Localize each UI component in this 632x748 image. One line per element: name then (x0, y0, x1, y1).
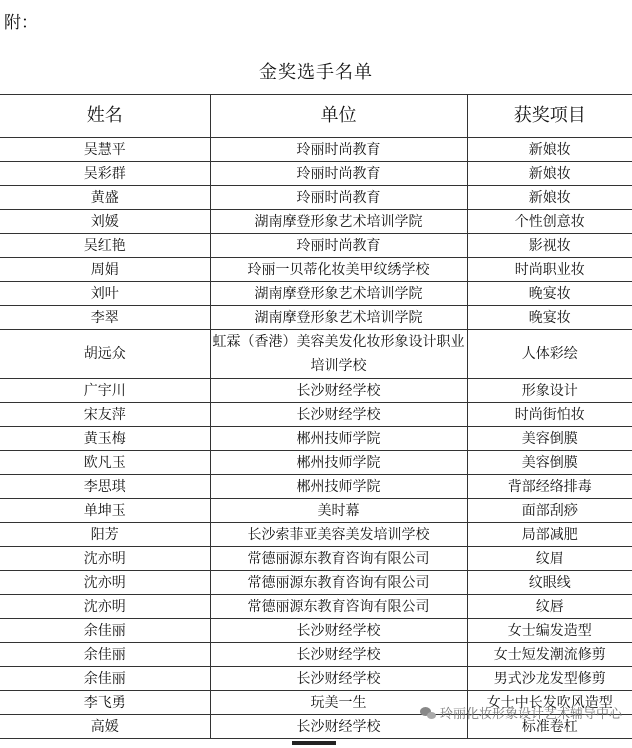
cell-award: 女士中长发吹风造型 (467, 691, 632, 715)
cell-award: 美容倒膜 (467, 451, 632, 475)
cell-unit: 玲丽时尚教育 (210, 186, 467, 210)
cell-name: 阳芳 (0, 523, 210, 547)
header-name: 姓名 (0, 95, 210, 138)
cell-award: 晚宴妆 (467, 282, 632, 306)
cell-name: 吴彩群 (0, 162, 210, 186)
cell-name: 黄玉梅 (0, 427, 210, 451)
cell-name: 广宇川 (0, 379, 210, 403)
table-row (0, 643, 632, 667)
cell-award: 人体彩绘 (467, 330, 632, 379)
table-row (0, 282, 632, 306)
table-body (0, 138, 632, 739)
wechat-icon (420, 707, 436, 719)
bottom-bar (292, 741, 336, 745)
cell-award: 标准卷杠 (467, 715, 632, 739)
cell-name: 李翠 (0, 306, 210, 330)
cell-unit: 长沙财经学校 (210, 643, 467, 667)
table-row (0, 234, 632, 258)
cell-unit: 玲丽时尚教育 (210, 162, 467, 186)
table-row (0, 379, 632, 403)
cell-award: 纹眼线 (467, 571, 632, 595)
cell-award: 纹眉 (467, 547, 632, 571)
cell-unit: 玩美一生 (210, 691, 467, 715)
cell-unit: 美时幕 (210, 499, 467, 523)
cell-award: 美容倒膜 (467, 427, 632, 451)
cell-award: 影视妆 (467, 234, 632, 258)
cell-unit: 长沙财经学校 (210, 667, 467, 691)
cell-award: 新娘妆 (467, 162, 632, 186)
cell-award: 晚宴妆 (467, 306, 632, 330)
table-header-row (0, 95, 632, 138)
cell-unit: 郴州技师学院 (210, 427, 467, 451)
cell-unit: 玲丽时尚教育 (210, 138, 467, 162)
cell-name: 周娟 (0, 258, 210, 282)
cell-name: 余佳丽 (0, 643, 210, 667)
cell-name: 余佳丽 (0, 667, 210, 691)
cell-unit: 虹霖（香港）美容美发化妆形象设计职业培训学校 (210, 330, 467, 379)
table-row (0, 186, 632, 210)
cell-award: 局部减肥 (467, 523, 632, 547)
cell-name: 黄盛 (0, 186, 210, 210)
cell-name: 刘叶 (0, 282, 210, 306)
cell-unit: 长沙财经学校 (210, 403, 467, 427)
cell-unit: 常德丽源东教育咨询有限公司 (210, 547, 467, 571)
cell-award: 女士短发潮流修剪 (467, 643, 632, 667)
cell-name: 吴慧平 (0, 138, 210, 162)
cell-name: 单坤玉 (0, 499, 210, 523)
cell-unit: 郴州技师学院 (210, 451, 467, 475)
header-unit: 单位 (210, 95, 467, 138)
cell-award: 时尚街怕妆 (467, 403, 632, 427)
table-row (0, 306, 632, 330)
table-row (0, 210, 632, 234)
cell-name: 欧凡玉 (0, 451, 210, 475)
table-row (0, 667, 632, 691)
cell-name: 余佳丽 (0, 619, 210, 643)
cell-name: 刘媛 (0, 210, 210, 234)
header-award: 获奖项目 (467, 95, 632, 138)
table-row (0, 523, 632, 547)
cell-name: 高媛 (0, 715, 210, 739)
cell-award: 时尚职业妆 (467, 258, 632, 282)
table-row (0, 571, 632, 595)
table-row (0, 451, 632, 475)
cell-unit: 湖南摩登形象艺术培训学院 (210, 306, 467, 330)
cell-award: 新娘妆 (467, 138, 632, 162)
cell-award: 男式沙龙发型修剪 (467, 667, 632, 691)
award-table (0, 94, 632, 739)
cell-unit: 长沙财经学校 (210, 715, 467, 739)
cell-award: 纹唇 (467, 595, 632, 619)
table-row (0, 162, 632, 186)
cell-unit: 玲丽时尚教育 (210, 234, 467, 258)
cell-name: 李飞勇 (0, 691, 210, 715)
cell-name: 沈亦明 (0, 571, 210, 595)
cell-unit: 玲丽一贝蒂化妆美甲纹绣学校 (210, 258, 467, 282)
table-row (0, 138, 632, 162)
cell-name: 沈亦明 (0, 595, 210, 619)
cell-award: 面部刮痧 (467, 499, 632, 523)
watermark (420, 703, 622, 722)
cell-award: 女士编发造型 (467, 619, 632, 643)
table-row (0, 427, 632, 451)
cell-unit: 常德丽源东教育咨询有限公司 (210, 595, 467, 619)
cell-unit: 长沙财经学校 (210, 379, 467, 403)
cell-award: 背部经络排毒 (467, 475, 632, 499)
table-row (0, 258, 632, 282)
table-row (0, 499, 632, 523)
cell-unit: 郴州技师学院 (210, 475, 467, 499)
table-row (0, 547, 632, 571)
cell-unit: 常德丽源东教育咨询有限公司 (210, 571, 467, 595)
document-title: 金奖选手名单 (259, 62, 373, 83)
award-table-container (0, 94, 632, 739)
cell-name: 吴红艳 (0, 234, 210, 258)
attachment-label: 附： (4, 13, 38, 33)
cell-name: 胡远众 (0, 330, 210, 379)
cell-award: 个性创意妆 (467, 210, 632, 234)
cell-name: 宋友萍 (0, 403, 210, 427)
cell-award: 新娘妆 (467, 186, 632, 210)
cell-name: 沈亦明 (0, 547, 210, 571)
table-row (0, 595, 632, 619)
watermark-text: 玲丽化妆形象设计艺术辅导中心 (439, 707, 622, 722)
cell-unit: 长沙财经学校 (210, 619, 467, 643)
cell-unit: 长沙索菲亚美容美发培训学校 (210, 523, 467, 547)
cell-name: 李思琪 (0, 475, 210, 499)
table-row (0, 619, 632, 643)
cell-unit: 湖南摩登形象艺术培训学院 (210, 210, 467, 234)
table-row (0, 475, 632, 499)
cell-unit: 湖南摩登形象艺术培训学院 (210, 282, 467, 306)
cell-award: 形象设计 (467, 379, 632, 403)
table-row (0, 403, 632, 427)
table-row (0, 330, 632, 379)
